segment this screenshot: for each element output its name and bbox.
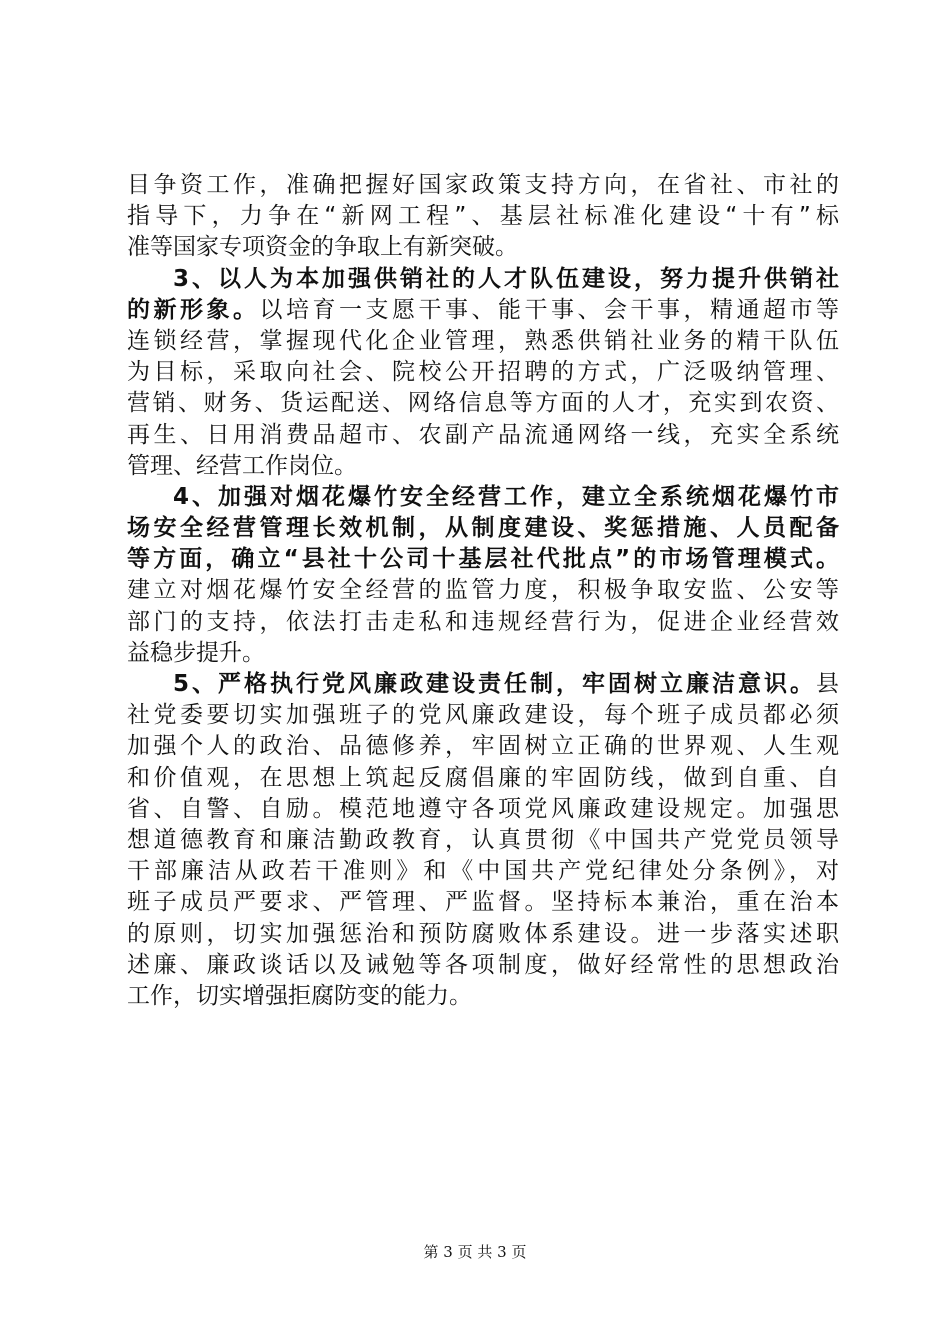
line-text: 社党委要切实加强班子的党风廉政建设，每个班子成员都必须 (127, 702, 839, 729)
line-text: 建立对烟花爆竹安全经营的监管力度，积极争取安监、公安等 (127, 577, 839, 604)
line-text: 工作，切实增强拒腐防变的能力。 (127, 982, 472, 1009)
line-text: 省、自警、自励。模范地遵守各项党风廉政建设规定。加强思 (127, 795, 839, 822)
line-text: 想道德教育和廉洁勤政教育，认真贯彻《中国共产党党员领导 (127, 826, 839, 853)
line-text: 益稳步提升。 (127, 639, 265, 666)
line-text: 目争资工作，准确把握好国家政策支持方向，在省社、市社的 (127, 172, 839, 198)
line-text: 指导下，力争在“新网工程”、基层社标准化建设“十有”标 (127, 203, 839, 230)
line-text: 干部廉洁从政若干准则》和《中国共产党纪律处分条例》，对 (127, 858, 839, 885)
line-text: 营销、财务、货运配送、网络信息等方面的人才，充实到农资、 (127, 390, 839, 417)
text-line (127, 763, 839, 794)
text-line (127, 201, 839, 232)
text-line (127, 482, 839, 513)
page-number-footer: 第 3 页 共 3 页 (423, 1243, 527, 1261)
line-text: 和价值观，在思想上筑起反腐倡廉的牢固防线，做到自重、自 (127, 764, 839, 791)
section-heading-3-end: 的新形象。 (127, 296, 260, 323)
section-heading-5: 5、严格执行党风廉政建设责任制，牢固树立廉洁意识。 (173, 671, 816, 697)
line-text: 再生、日用消费品超市、农副产品流通网络一线，充实全系统 (127, 421, 839, 448)
text-line (127, 856, 839, 887)
text-line (127, 264, 839, 295)
text-line (127, 919, 839, 950)
text-line (127, 357, 839, 388)
line-text: 述廉、廉政谈话以及诫勉等各项制度，做好经常性的思想政治 (127, 951, 839, 978)
text-line (127, 731, 839, 762)
line-text: 连锁经营，掌握现代化企业管理，熟悉供销社业务的精干队伍 (127, 327, 839, 354)
section-heading-3: 3、以人为本加强供销社的人才队伍建设，努力提升供销社 (173, 265, 839, 292)
line-text: 部门的支持，依法打击走私和违规经营行为，促进企业经营效 (127, 608, 839, 635)
line-text: 管理、经营工作岗位。 (127, 452, 357, 479)
text-line (127, 420, 839, 451)
line-text: 以培育一支愿干事、能干事、会干事，精通超市等 (259, 296, 839, 323)
text-line (127, 794, 839, 825)
text-line (127, 700, 839, 731)
text-line (127, 638, 839, 669)
text-line (127, 388, 839, 419)
document-body (127, 170, 839, 1012)
text-line (127, 170, 839, 201)
text-line (127, 950, 839, 981)
text-line (127, 326, 839, 357)
line-text: 加强个人的政治、品德修养，牢固树立正确的世界观、人生观 (127, 733, 839, 760)
text-line (127, 825, 839, 856)
line-text: 准等国家专项资金的争取上有新突破。 (127, 234, 518, 261)
text-line (127, 232, 839, 263)
section-heading-4-end: 等方面，确立“县社十公司十基层社代批点”的市场管理模式。 (127, 546, 839, 573)
text-line (127, 575, 839, 606)
section-heading-4: 4、加强对烟花爆竹安全经营工作，建立全系统烟花爆竹市 (173, 483, 839, 510)
text-line (127, 887, 839, 918)
text-line (127, 669, 839, 700)
text-line (127, 544, 839, 575)
line-text: 的原则，切实加强惩治和预防腐败体系建设。进一步落实述职 (127, 920, 839, 947)
line-text: 县 (816, 671, 839, 697)
text-line (127, 513, 839, 544)
line-text: 班子成员严要求、严管理、严监督。坚持标本兼治，重在治本 (127, 889, 839, 916)
text-line (127, 451, 839, 482)
text-line (127, 607, 839, 638)
section-heading-4-cont: 场安全经营管理长效机制，从制度建设、奖惩措施、人员配备 (127, 515, 839, 542)
text-line (127, 295, 839, 326)
line-text: 为目标，采取向社会、院校公开招聘的方式，广泛吸纳管理、 (127, 359, 839, 386)
text-line (127, 981, 839, 1012)
